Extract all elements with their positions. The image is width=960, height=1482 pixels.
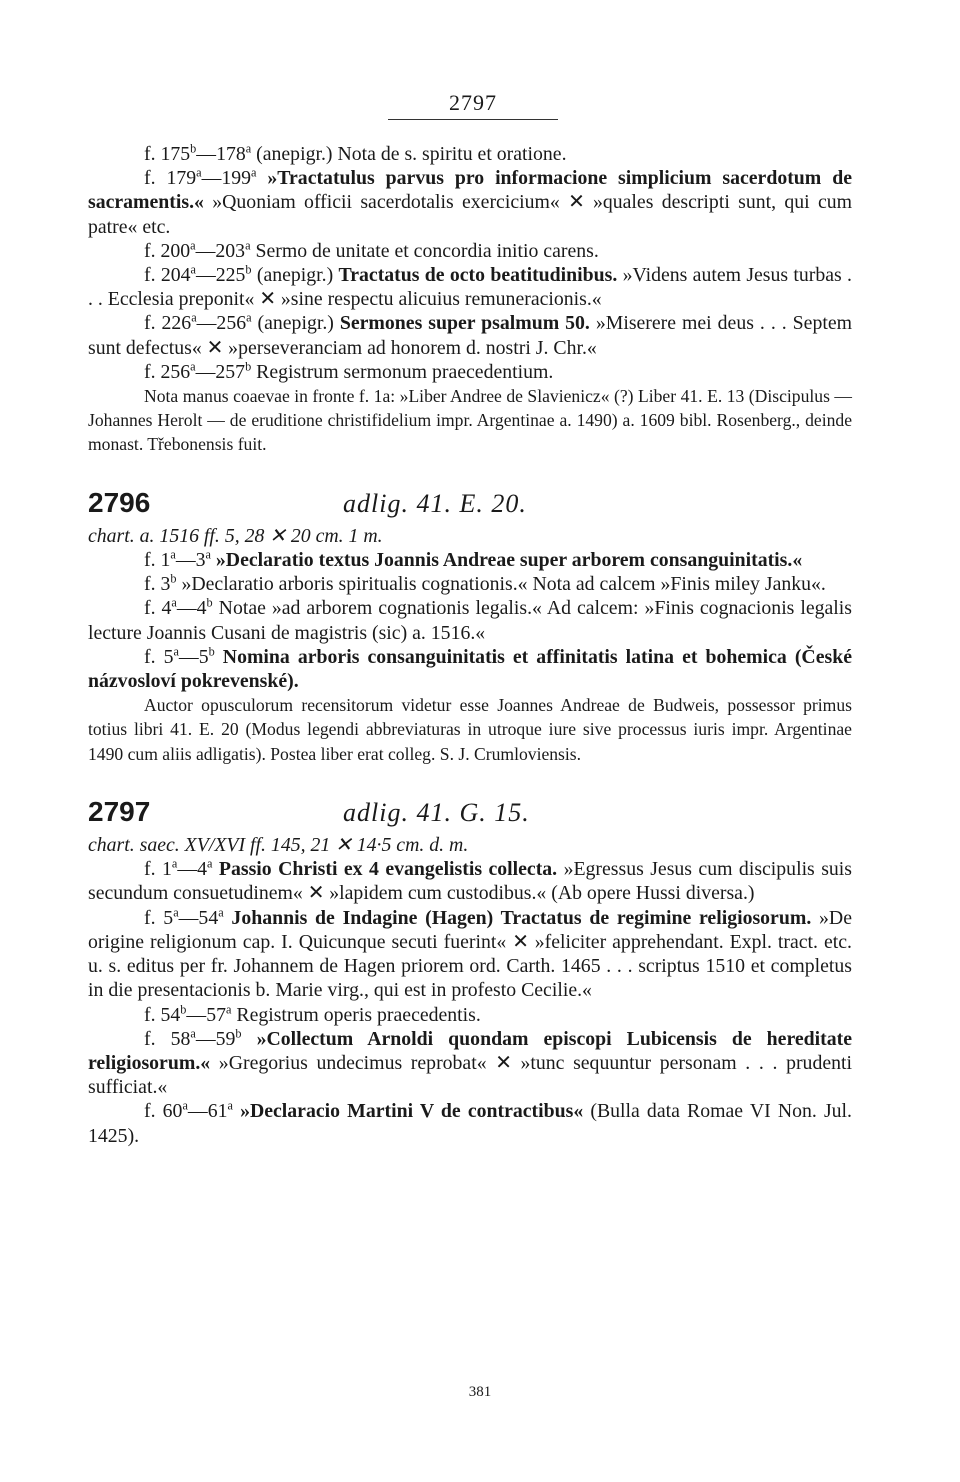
prefix-text: (anepigr.)	[251, 264, 339, 287]
entry-text: »Videns autem Jesus turbas . . . Ecclesia preponit« ✕ »sine respectu alicuius remuneracionis.«	[88, 264, 852, 311]
entry-2797-heading	[88, 795, 852, 827]
folio-side: a	[245, 141, 252, 156]
entry-text: Nota de s. spiritu et oratione.	[337, 143, 567, 165]
folio-start: f. 226	[144, 312, 192, 335]
folio-side: a	[246, 310, 252, 325]
folio-entry	[88, 166, 852, 239]
entry-text: (Bulla data Romae VI Non. Jul. 1425).	[88, 1100, 852, 1147]
folio-end: —4	[177, 858, 207, 881]
folio-side: a	[225, 1001, 232, 1016]
folio-side: a	[190, 359, 196, 374]
folio-start: f. 179	[144, 167, 197, 190]
prefix-text	[215, 646, 223, 668]
folio-side: a	[182, 1098, 188, 1113]
entry-2796-items	[88, 548, 852, 693]
folio-end: —256	[196, 312, 247, 335]
folio-side: a	[173, 644, 179, 659]
folio-entry	[88, 360, 852, 384]
folio-side: a	[173, 905, 179, 920]
folio-side: b	[180, 1001, 187, 1016]
folio-start: f. 58	[144, 1027, 191, 1050]
folio-end: —4	[176, 597, 207, 620]
folio-side: b	[235, 1026, 242, 1041]
work-title: Sermones super psalmum 50.	[339, 312, 590, 335]
entry-text: »Gregorius undecimus reprobat« ✕ »tunc sequuntur personam . . . prudenti sufficiat.«	[88, 1051, 852, 1099]
work-title: »Declaracio Martini V de contractibus«	[240, 1100, 584, 1123]
entry-number: 2797	[88, 795, 151, 827]
folio-start: f. 54	[144, 1003, 181, 1026]
folio-side: b	[190, 141, 197, 156]
work-title: Tractatus de octo beatitudinibus.	[338, 264, 618, 287]
work-title: Nomina arboris consanguinitatis et affinitatis latina et bohemica (České názvosloví pokrevenské).	[88, 645, 852, 693]
folio-start: f. 5	[144, 645, 174, 668]
folio-start: f. 256	[144, 360, 191, 383]
work-title: »Collectum Arnoldi quondam episcopi Lubicensis de hereditate religiosorum.«	[88, 1027, 852, 1074]
folio-side: a	[205, 547, 211, 562]
entry-text: »Quoniam officii sacerdotalis exercicium« ✕ »quales descripti sunt, qui cum patre« etc.	[88, 191, 852, 238]
folio-entry	[88, 857, 852, 905]
folio-start: f. 3	[144, 573, 171, 596]
folio-start: f. 1	[144, 858, 172, 881]
folio-start: f. 175	[144, 143, 191, 165]
folio-end: —257	[195, 360, 246, 383]
folio-end: —61	[187, 1100, 228, 1123]
entry-2797-items	[88, 857, 852, 1147]
folio-side: b	[206, 595, 213, 610]
folio-side: a	[196, 165, 202, 180]
folio-side: b	[245, 359, 252, 374]
page-number: 381	[468, 1384, 492, 1400]
entry-text: »Declaratio arboris spiritualis cognationis.« Nota ad calcem »Finis miley Janku«.	[181, 573, 826, 596]
folio-start: f. 5	[144, 906, 174, 929]
folio-side: b	[208, 644, 215, 659]
top-block	[88, 142, 852, 384]
folio-entry	[88, 263, 852, 311]
shelfmark: adlig. 41. G. 15.	[343, 797, 530, 827]
folio-side: b	[245, 262, 252, 277]
folio-entry	[88, 645, 852, 693]
folio-side: a	[190, 1026, 196, 1041]
work-title: »Tractatulus parvus pro informacione simplicium sacerdotum de sacramentis.«	[88, 167, 852, 214]
folio-end: —57	[186, 1003, 226, 1026]
folio-entry	[88, 239, 852, 263]
prefix-text: (anepigr.)	[251, 143, 338, 165]
prefix-text: (anepigr.)	[251, 312, 340, 335]
folio-entry	[88, 572, 852, 596]
folio-side: a	[251, 165, 257, 180]
work-title: Passio Christi ex 4 evangelistis collecta.	[218, 858, 558, 881]
folio-entry	[88, 142, 852, 166]
folio-side: a	[191, 310, 197, 325]
folio-side: a	[170, 547, 176, 562]
folio-end: —203	[195, 239, 246, 262]
top-note: Nota manus coaevae in fronte f. 1a: »Liber Andree de Slavienicz« (?) Liber 41. E. 13 (Discipulus — Johannes Herolt — de eruditione christifidelium impr. Argentinae a. 1490) a. 1609 bibl. Rosenberg., deinde monast. Třebonensis fuit.	[88, 386, 852, 455]
folio-end: —3	[175, 549, 206, 572]
running-head: 2797	[388, 90, 558, 120]
prefix-text	[256, 167, 267, 189]
work-title: Johannis de Indagine (Hagen) Tractatus de regimine religiosorum.	[231, 906, 812, 929]
folio-entry	[88, 548, 852, 572]
folio-side: a	[171, 595, 177, 610]
entry-2796-heading	[88, 486, 852, 518]
folio-side: a	[171, 856, 178, 871]
folio-end: —178	[196, 143, 246, 165]
folio-start: f. 204	[144, 264, 191, 287]
folio-side: a	[190, 238, 196, 253]
folio-side: a	[207, 856, 213, 871]
folio-end: —59	[195, 1027, 236, 1050]
folio-end: —54	[178, 906, 219, 929]
folio-entry	[88, 906, 852, 1003]
folio-side: a	[190, 262, 196, 277]
entry-text: »Miserere mei deus . . . Septem sunt defectus« ✕ »perseveranciam ad honorem d. nostri J. Chr.«	[88, 312, 852, 359]
physical-description: chart. a. 1516 ff. 5, 28 ✕ 20 cm. 1 m.	[88, 524, 383, 547]
prefix-text	[242, 1028, 257, 1050]
physical-description: chart. saec. XV/XVI ff. 145, 21 ✕ 14·5 cm. d. m.	[88, 834, 469, 857]
entry-text: Sermo de unitate et concordia initio carens.	[255, 239, 599, 262]
shelfmark: adlig. 41. E. 20.	[343, 488, 527, 518]
entry-text: »De origine religionum cap. I. Quicunque secuti fuerint« ✕ »feliciter apprehendant. Expl. tract. etc. u. s. editus per fr. Johannem de Hagen priorem ord. Carth. 1465 . . . scriptus 1510 et completus in die presentacionis b. Marie virg., qui est in profesto Cecilie.«	[88, 906, 852, 1002]
entry-text: Notae »ad arborem cognationis legalis.« Ad calcem: »Finis cognacionis legalis lecture Joannis Cusani de magistris (sic) a. 1516.«	[88, 597, 852, 644]
page-body	[88, 142, 852, 1148]
folio-entry	[88, 311, 852, 359]
entry-text: Registrum sermonum praecedentium.	[256, 360, 554, 383]
folio-entry	[88, 1099, 852, 1147]
prefix-text	[233, 1100, 240, 1122]
folio-side: a	[227, 1098, 233, 1113]
folio-start: f. 200	[144, 239, 191, 262]
folio-start: f. 60	[144, 1100, 183, 1123]
folio-side: a	[245, 238, 251, 253]
folio-entry	[88, 1027, 852, 1100]
folio-end: —225	[195, 264, 246, 287]
folio-entry	[88, 1003, 852, 1027]
folio-entry	[88, 596, 852, 644]
folio-side: b	[170, 571, 177, 586]
folio-start: f. 4	[144, 597, 172, 620]
folio-end: —199	[201, 167, 252, 190]
folio-start: f. 1	[144, 549, 171, 572]
folio-end: —5	[178, 645, 209, 668]
entry-number: 2796	[88, 486, 151, 518]
folio-side: a	[218, 905, 224, 920]
entry-note: Auctor opusculorum recensitorum videtur esse Joannes Andreae de Budweis, possessor primus totius libri 41. E. 20 (Modus legendi abbreviaturas in utroque iure sive processus iuris impr. Argentinae 1490 cum aliis adligatis). Postea liber erat colleg. S. J. Crumloviensis.	[88, 695, 852, 764]
entry-text: »Egressus Jesus cum discipulis suis secundum consuetudinem« ✕ »lapidem cum custodibus.« (Ab opere Hussi diversa.)	[88, 858, 852, 905]
entry-text: Registrum operis praecedentis.	[236, 1003, 481, 1026]
work-title: »Declaratio textus Joannis Andreae super arborem consanguinitatis.«	[215, 549, 803, 572]
